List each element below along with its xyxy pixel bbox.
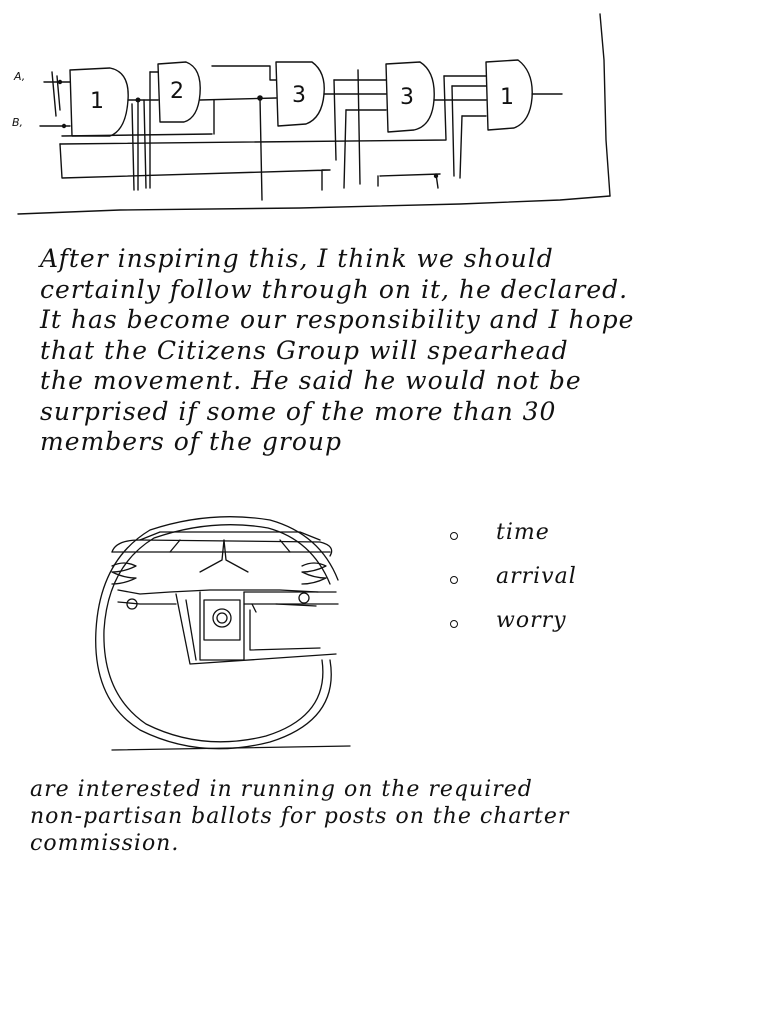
bullet-dot-icon — [450, 620, 458, 628]
para2-line: non-partisan ballots for posts on the charter — [30, 804, 570, 829]
para1-line: the movement. He said he would not be — [40, 366, 582, 395]
para1-line: After inspiring this, I think we should — [40, 244, 554, 273]
para1-line: certainly follow through on it, he declared. — [40, 274, 629, 304]
input-label-b: B, — [12, 116, 24, 129]
para1-line: that the Citizens Group will spearhead — [40, 335, 569, 365]
gate-label-2: 2 — [170, 79, 184, 104]
para2-line: commission. — [30, 831, 180, 856]
bullet-text: worry — [496, 608, 567, 633]
gate-label-1b: 1 — [500, 85, 514, 110]
bullet-dot-icon — [450, 532, 458, 540]
bullet-dot-icon — [450, 576, 458, 584]
handwritten-paragraph-2 — [30, 776, 569, 857]
gate-label-1: 1 — [90, 89, 104, 114]
para2-line: are interested in running on the required — [30, 777, 533, 802]
bullet-text: arrival — [496, 564, 577, 589]
handwritten-paragraph-1 — [40, 244, 634, 458]
para1-line: members of the group — [40, 427, 342, 456]
para1-line: surprised if some of the more than 30 — [40, 396, 557, 426]
para1-line: It has become our responsibility and I hope — [40, 305, 635, 334]
gate-label-3b: 3 — [400, 85, 414, 110]
circuit-diagram — [0, 0, 768, 230]
bullet-text: time — [496, 520, 550, 545]
input-label-a: A, — [14, 70, 26, 83]
gate-label-3a: 3 — [292, 83, 306, 108]
